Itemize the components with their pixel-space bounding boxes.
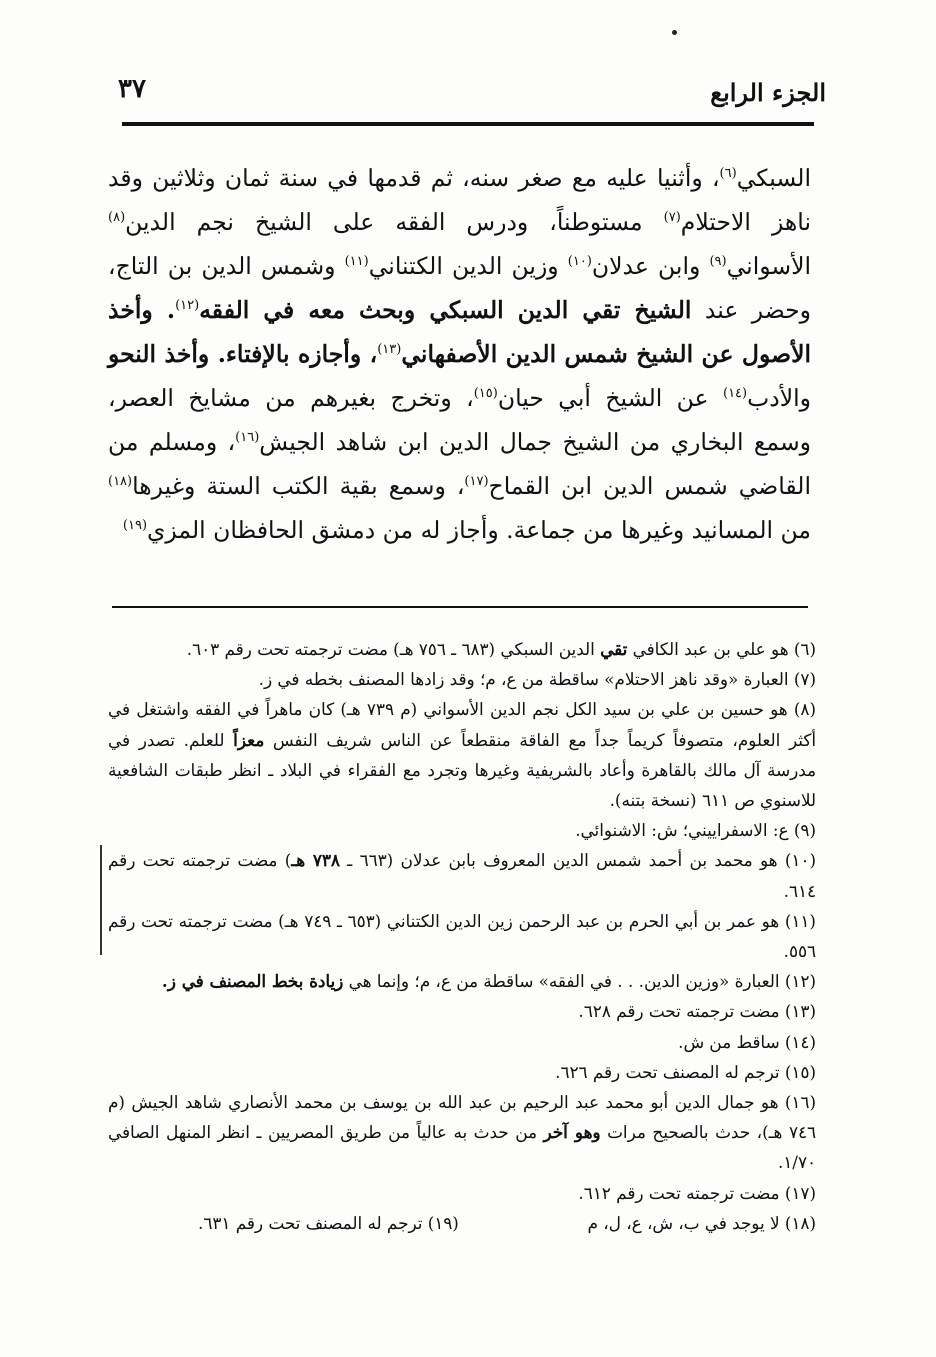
footnote-ref: (١٢) [175, 298, 200, 314]
header-rule [122, 122, 814, 126]
page-header [110, 70, 826, 120]
bold-text-run: الشيخ تقي الدين السبكي وبحث معه في الفقه [199, 296, 692, 324]
footnote-text: من حدث به عالياً من طريق المصريين ـ انظر المنهل الصافي ١/٧٠. [108, 1122, 816, 1173]
footnote-12 [108, 966, 816, 996]
footnote-text: ) مضت ترجمته تحت رقم ٦١٤. [108, 850, 816, 901]
body-text-run: عن الشيخ أبي حيان [497, 384, 723, 412]
footnote-9: (٩) ع: الاسفراييني؛ ش: الاشنوائي. [575, 820, 816, 841]
footnote-bold: زيادة بخط المصنف في ز. [161, 971, 344, 992]
footnote-10 [108, 845, 816, 905]
footnote-ref: (١٧) [464, 474, 489, 490]
footnote-19: (١٩) ترجم له المصنف تحت رقم ٦٣١. [198, 1212, 459, 1233]
footnote-ref: (١٤) [723, 386, 748, 402]
footnote-8 [108, 694, 816, 815]
footnote-ref: (٩) [709, 254, 727, 270]
body-text-run: ، وسمع بقية الكتب الستة وغيرها [132, 472, 465, 500]
body-text-run: من المسانيد وغيرها من جماعة. وأجاز له من دمشق الحافظان المزي [147, 516, 811, 544]
body-text-run: مستوطناً، ودرس الفقه على الشيخ نجم الدين [125, 208, 664, 236]
footnote-row-18-19 [108, 1208, 816, 1238]
main-paragraph [108, 156, 811, 552]
body-text-run: ، وتخرج بغيرهم من مشايخ العصر، وسمع البخاري من الشيخ جمال الدين ابن شاهد الجيش [108, 384, 811, 456]
footnote-bold: وهو آخر [543, 1122, 601, 1143]
body-text-run: وزين الدين الكتناني [368, 252, 568, 280]
body-text-run: ، ومسلم من القاضي شمس الدين ابن القماح [108, 428, 811, 500]
margin-mark [100, 845, 102, 955]
page-number: ٣٧ [118, 74, 146, 104]
footnote-bold: تقي [600, 639, 628, 659]
footnote-bold: ٧٣٨ هـ [291, 850, 340, 871]
footnote-text: (٦) هو علي بن عبد الكافي [627, 639, 816, 659]
footnote-17: (١٧) مضت ترجمته تحت رقم ٦١٢. [578, 1182, 816, 1203]
footnote-separator [112, 606, 808, 608]
body-text-run: وشمس الدين بن التاج، وحضر عند [108, 252, 812, 324]
footnote-ref: (١٩) [122, 518, 148, 534]
footnote-ref: (١٦) [235, 430, 260, 446]
footnote-ref: (١٥) [473, 386, 498, 402]
body-text-run: والأدب [747, 384, 811, 412]
body-text-run: الأسواني [726, 252, 811, 280]
body-text-run: ، وأثنيا عليه مع صغر سنه، ثم قدمها في سنة ثمان وثلاثين وقد ناهز الاحتلام [108, 164, 812, 236]
footnote-11: (١١) هو عمر بن أبي الحرم بن عبد الرحمن زين الدين الكتناني (٦٥٣ ـ ٧٤٩ هـ) مضت ترجمته تحت رقم ٥٥٦. [108, 910, 816, 962]
footnote-ref: (١٨) [108, 474, 133, 490]
footnote-text: (١٢) العبارة «وزين الدين. . . في الفقه» ساقطة من ع، م؛ وإنما هي [343, 971, 816, 992]
footnote-14: (١٤) ساقط من ش. [678, 1031, 816, 1052]
footnote-ref: (٧) [663, 210, 681, 226]
footnote-ref: (٨) [108, 210, 126, 226]
footnote-13: (١٣) مضت ترجمته تحت رقم ٦٢٨. [578, 1001, 816, 1022]
speck [672, 30, 677, 35]
running-title: الجزء الرابع [710, 78, 826, 107]
body-text-run: السبكي [736, 164, 811, 192]
footnote-ref: (٦) [719, 166, 737, 182]
footnote-15: (١٥) ترجم له المصنف تحت رقم ٦٢٦. [555, 1061, 816, 1082]
body-text-run: وابن عدلان [591, 252, 710, 280]
footnote-bold: معزاً [233, 729, 265, 750]
footnote-ref: (١١) [344, 254, 369, 270]
bold-text-run: ، وأجازه بالإفتاء. وأخذ النحو [108, 340, 378, 368]
footnote-ref: (١٣) [377, 342, 402, 358]
bold-text-run: . وأخذ الأصول عن الشيخ شمس الدين الأصفهاني [108, 296, 812, 368]
footnote-text: للعلم. تصدر في مدرسة آل مالك بالقاهرة وأعاد بالشريفية وغيرها وتجرد مع الفقراء في البلاد ـ انظر طبقات الشافعية للاسنوي ص ٦١١ (نسخة بتنه). [108, 729, 816, 811]
footnote-18: (١٨) لا يوجد في ب، ش، ع، ل، م [587, 1212, 816, 1233]
footnote-text: الدين السبكي (٦٨٣ ـ ٧٥٦ هـ) مضت ترجمته تحت رقم ٦٠٣. [186, 639, 601, 659]
footnote-7: (٧) العبارة «وقد ناهز الاحتلام» ساقطة من ع، م؛ وقد زادها المصنف بخطه في ز. [258, 669, 816, 690]
footnote-text: (١٠) هو محمد بن أحمد شمس الدين المعروف بابن عدلان (٦٦٣ ـ [339, 850, 817, 871]
footnote-ref: (١٠) [567, 254, 592, 270]
footnote-text: (٨) هو حسين بن علي بن سيد الكل نجم الدين الأسواني (م ٧٣٩ هـ) كان ماهراً في الفقه واشتغل في أكثر العلوم، متصوفاً كريماً جداً مع الفاقة منقطعاً عن الناس شريف النفس [108, 699, 816, 750]
footnotes [108, 634, 816, 1238]
footnote-text: (١٦) هو جمال الدين أبو محمد عبد الرحيم بن عبد الله بن يوسف بن محمد الأنصاري شاهد الجيش (م ٧٤٦ هـ)، حدث بالصحيح مرات [108, 1092, 816, 1143]
footnote-6 [108, 634, 816, 664]
footnote-16 [108, 1087, 816, 1178]
